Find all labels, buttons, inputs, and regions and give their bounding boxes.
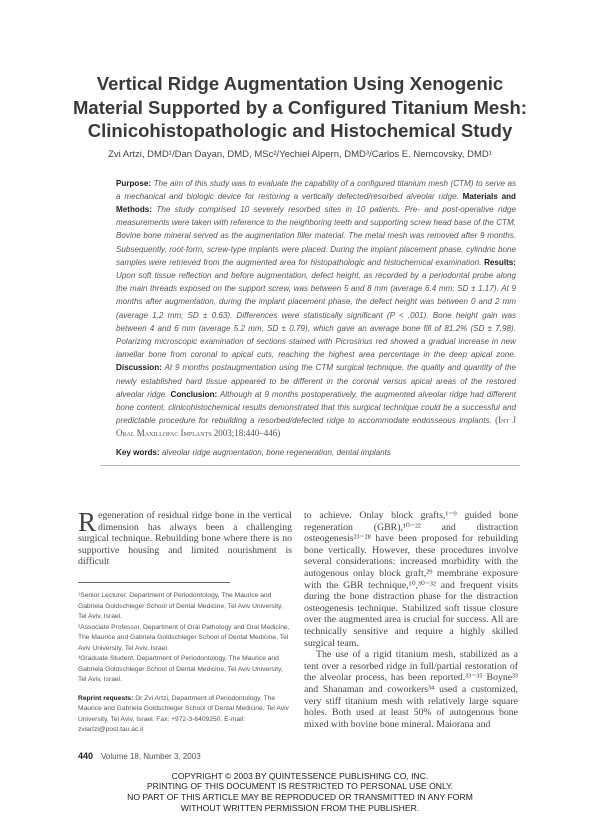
page-footer [78, 750, 600, 763]
title-line: Vertical Ridge Augmentation Using Xenogenic [96, 73, 504, 94]
purpose-text: The aim of this study was to evaluate the capability of a configured titanium mesh (CTM) to serve as a mechanical and biologic device for restoring a vertically defected/resorbed alveolar ridge. [116, 178, 516, 201]
authors: Zvi Artzi, DMD¹/Dan Dayan, DMD, MSc²/Yechiel Alpern, DMD³/Carlos E. Nemcovsky, DMD¹ [108, 148, 492, 160]
title-line: Clinicohistopathologic and Histochemical Study [87, 120, 513, 141]
results-text: Upon soft tissue reflection and before augmentation, defect height, as recorded by a periodontal probe along the main threads exposed on the support screw, was between 5 and 8 mm (average 6.4 mm; SD ± 1.17). At 9 months after augmentation, during the implant placement phase, the defect height was between 0 and 2 mm (average 1.2 mm; SD ± 0.63). Differences were statistically significant (P < .001). Bone height gain was between 4 and 6 mm (average 5.2 mm, SD ± 0.79), which gave an average bone fill of 81.2% (SD ± 7.98). Polarizing microscopic examination of sections stained with Picrosirius red showed a gradual increase in new lamellar bone from coronal to apical cuts, reaching the highest area percentage in the deep apical zone. [116, 270, 516, 360]
body-left-column [78, 507, 292, 735]
conclusion-text: Although at 9 months postoperatively, the augmented alveolar ridge had different bone content, clinicohistochemical results demonstrated that this surgical technique could be a successful and predictable procedure for rebuilding a resorbed/defected ridge to accommodate endosseous implants. [116, 389, 516, 426]
footnote: ¹Senior Lecturer, Department of Periodontology, The Maurice and Gabriela Goldschleger School of Dental Medicine, Tel Aviv University, Tel Aviv, Israel. [78, 592, 283, 621]
copyright-line: WITHOUT WRITTEN PERMISSION FROM THE PUBLISHER. [180, 803, 420, 814]
abstract [116, 177, 516, 441]
footnote: ²Associate Professor, Department of Oral Pathology and Oral Medicine, The Maurice and Gabriela Goldschleger School of Dental Medicine, Tel Aviv University, Tel Aviv, Israel. [78, 623, 290, 652]
reprint-label: Reprint requests: [78, 694, 134, 702]
methods-label: Materials and Methods: [116, 191, 516, 214]
purpose-label: Purpose: [116, 178, 152, 188]
body-right-column [304, 510, 518, 730]
body-paragraph: egeneration of residual ridge bone in the vertical dimension has always been a challenging surgical technique. Rebuilding bone where there is no supportive housing and limited nourishment is difficult [78, 510, 292, 568]
page-number: 440 [78, 750, 94, 761]
body-columns [78, 507, 518, 735]
article-title [60, 72, 540, 143]
copyright-line: NO PART OF THIS ARTICLE MAY BE REPRODUCED OR TRANSMITTED IN ANY FORM [127, 792, 473, 803]
copyright-line: PRINTING OF THIS DOCUMENT IS RESTRICTED TO PERSONAL USE ONLY. [146, 781, 454, 792]
keywords-text: alveolar ridge augmentation, bone regeneration, dental implants [159, 447, 391, 457]
reprint-requests [78, 694, 292, 736]
issue-info: Volume 18, Number 3, 2003 [101, 751, 201, 761]
keywords-label: Key words: [116, 447, 160, 457]
discussion-text: At 9 months postaugmentation using the CTM surgical technique, the quality and quantity of the newly established hard tissue appeared to be different in the coronal versus apical areas of the restored alveolar ridge. [116, 363, 516, 399]
copyright-notice [60, 771, 540, 815]
keywords [116, 447, 516, 459]
conclusion-label: Conclusion: [170, 389, 218, 399]
copyright-line: COPYRIGHT © 2003 BY QUINTESSENCE PUBLISHING CO, INC. [171, 770, 429, 781]
drop-cap: R [78, 507, 97, 538]
footnotes [78, 591, 292, 736]
title-line: Material Supported by a Configured Titanium Mesh: [73, 96, 527, 118]
section-divider [100, 465, 520, 467]
citation: (Int J Oral Maxillofac Implants 2003;18:440–446) [116, 415, 516, 439]
footnote-rule [78, 582, 230, 583]
methods-text: The study comprised 10 severely resorbed sites in 10 patients. Pre- and post-operative ridge measurements were taken with reference to the neighboring teeth and supporting screw head base of the CTM. Bovine bone mineral served as the augmentation filler material. The metal mesh was removed after 9 months. Subsequently, root-form, screw-type implants were placed. During the implant placement phase, cylindric bone samples were retrieved from the augmented area for histopathologic and histochemical examination. [116, 204, 516, 267]
results-label: Results: [484, 257, 516, 267]
body-paragraph: The use of a rigid titanium mesh, stabilized as a tent over a resorbed ridge in full/partial restoration of the alveolar process, has been reported.³³⁻³⁵ Boyne³³ and Shanaman and coworkers³⁴ used a customized, very stiff titanium mesh with relatively large square holes. Both used at least 50% of autogenous bone mixed with bovine bone mineral. Maiorana and [304, 649, 518, 730]
reprint-text: Dr Zvi Artzi, Department of Periodontology, The Maurice and Gabriela Goldschleger School of Dental Medicine, Tel Aviv University, Tel Aviv, Israel. Fax: +972-3-6409250. E-mail: zviartzi@post.tau.ac.il [78, 694, 289, 734]
footnote: ³Graduate Student, Department of Periodontology, The Maurice and Gabriela Goldschleger School of Dental Medicine, Tel Aviv University, Tel Aviv, Israel. [78, 655, 283, 684]
body-paragraph-block [78, 507, 292, 568]
discussion-label: Discussion: [116, 363, 162, 373]
body-paragraph: to achieve. Onlay block grafts,¹⁻⁹ guided bone regeneration (GBR),¹⁰⁻²² and distraction osteogenesis²³⁻²⁸ have been proposed for rebuilding bone vertically. However, these procedures involve several considerations: increased morbidity with the autogenous onlay block graft,²⁹ membrane exposure with the GBR technique,¹⁰,³⁰⁻³² and frequent visits during the bone distraction phase for the distraction osteogenesis technique. Stabilized soft tissue closure over the augmented area is crucial for success. All are technically sensitive and require a highly skilled surgical team. [304, 510, 518, 649]
